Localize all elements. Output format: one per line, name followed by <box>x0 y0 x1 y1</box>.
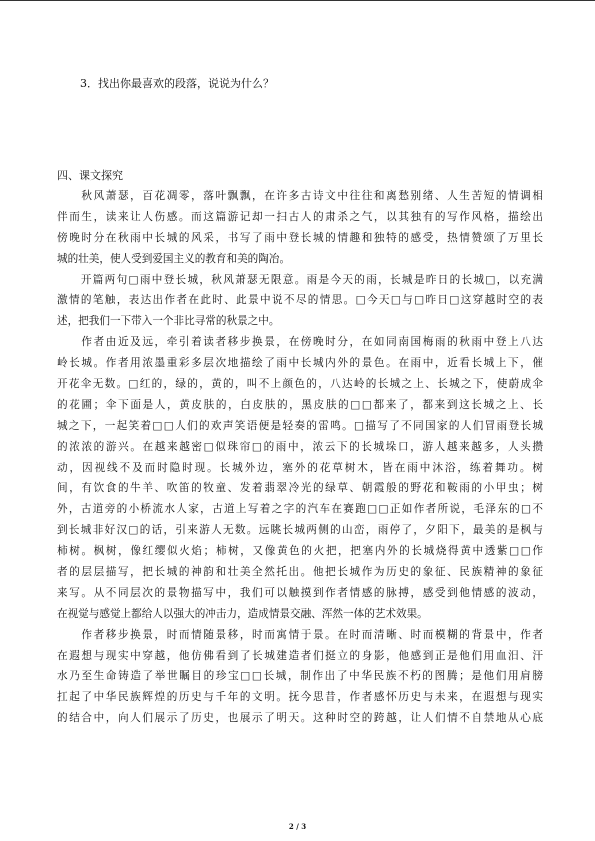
text-line: 城之下，一起笑着□□人们的欢声笑语便是轻奏的雷鸣。□描写了不同国家的人们冒雨登长城 <box>57 419 543 432</box>
paragraph-scenery <box>57 332 543 624</box>
text-line: 伴而生，读来让人伤感。而这篇游记却一扫古人的肃杀之气，以其独有的写作风格，描绘出 <box>57 210 543 223</box>
page-number: 2 / 3 <box>288 822 307 831</box>
text-line: 来写。从不同层次的景物描写中，我们可以触摸到作者情感的脉搏，感受到他情感的波动， <box>57 586 543 599</box>
question-3: 3．找出你最喜欢的段落，说说为什么？ <box>80 77 274 90</box>
text-line: 激情的笔触，表达出作者在此时、此景中说不尽的情思。□今天□与□昨日□这穿越时空的表 <box>57 294 543 307</box>
paragraph-opening <box>57 270 543 333</box>
text-line: 城的壮美，使人受到爱国主义的教育和美的陶冶。 <box>57 252 291 265</box>
text-line: 开篇两句□雨中登长城，秋风萧瑟无限意。雨是今天的雨，长城是昨日的长城□，以充满 <box>57 273 543 286</box>
text-line: 作者由近及远，牵引着读者移步换景，在傍晚时分，在如同南国梅雨的秋雨中登上八达 <box>57 336 543 349</box>
text-line: 动，因视线不及而时隐时现。长城外边，塞外的花草树木，皆在雨中沐浴，练着舞功。树 <box>57 461 543 474</box>
text-line: 外，古道旁的小桥流水人家，古道上写着之字的汽车在赛跑□□正如作者所说，毛泽东的□不 <box>57 503 543 516</box>
text-line: 的花圃；伞下面是人，黄皮肤的，白皮肤的，黑皮肤的□□都来了，都来到这长城之上、长 <box>57 398 543 411</box>
text-line: 在遐想与现实中穿越，他仿佛看到了长城建造者们挺立的身影，他感到正是他们用血汨、汗 <box>57 649 543 662</box>
text-line: 柿树。枫树，像红缨似火焰；柿树，又像黄色的火把，把塞内外的长城烧得黄中透紫□□作 <box>57 545 543 558</box>
section-heading: 四、课文探究 <box>57 169 123 182</box>
text-line: 述，把我们一下带入一个非比寻常的秋景之中。 <box>57 315 280 328</box>
text-line: 到长城非好汉□的话，引来游人无数。远眺长城两侧的山峦，雨停了，夕阳下，最美的是枫与 <box>57 524 543 537</box>
text-line: 的浓浓的游兴。在越来越密□似珠帘□的雨中，浓云下的长城垛口，游人越来越多，人头攒 <box>57 440 543 453</box>
text-line: 扛起了中华民族辉煌的历史与千年的文明。抚今思昔，作者感怀历史与未来，在遐想与现实 <box>57 691 543 704</box>
text-line: 间，有饮食的牛羊、吹笛的牧童、发着翡翠冷光的绿草、朝霞般的野花和鞍雨的小甲虫；树 <box>57 482 543 495</box>
text-line: 在视觉与感觉上都给人以强大的冲击力，造成情景交融、浑然一体的艺术效果。 <box>57 607 428 620</box>
text-line: 秋风萧瑟，百花凋零，落叶飘飘，在许多古诗文中往往和离愁别绪、人生苦短的情调相 <box>57 190 543 202</box>
text-line: 作者移步换景，时而情随景移，时而寓情于景。在时而清晰、时而模糊的背景中，作者 <box>57 628 543 641</box>
body-text <box>57 186 543 729</box>
text-line: 岭长城。作者用浓墨重彩多层次地描绘了雨中长城内外的景色。在雨中，近看长城上下，催 <box>57 357 543 370</box>
text-line: 水乃至生命铸造了举世瞩目的珍宝□□长城，制作出了中华民族不朽的图腾；是他们用肩膀 <box>57 670 543 683</box>
paragraph-reflection <box>57 625 543 729</box>
paragraph-intro <box>57 186 543 270</box>
header-rule <box>0 0 595 1</box>
text-line: 傍晚时分在秋雨中长城的风采，书写了雨中登长城的情趣和独特的感受，热情赞颂了万里长 <box>57 231 543 244</box>
text-line: 的结合中，向人们展示了历史，也展示了明天。这种时空的跨越，让人们情不自禁地从心底 <box>57 712 543 725</box>
text-line: 开花伞无数。□红的，绿的，黄的，叫不上颜色的，八达岭的长城之上、长城之下，使蔚成伞 <box>57 378 543 391</box>
text-line: 者的层层描写，把长城的神韵和壮美全然托出。他把长城作为历史的象征、民族精神的象征 <box>57 566 543 579</box>
